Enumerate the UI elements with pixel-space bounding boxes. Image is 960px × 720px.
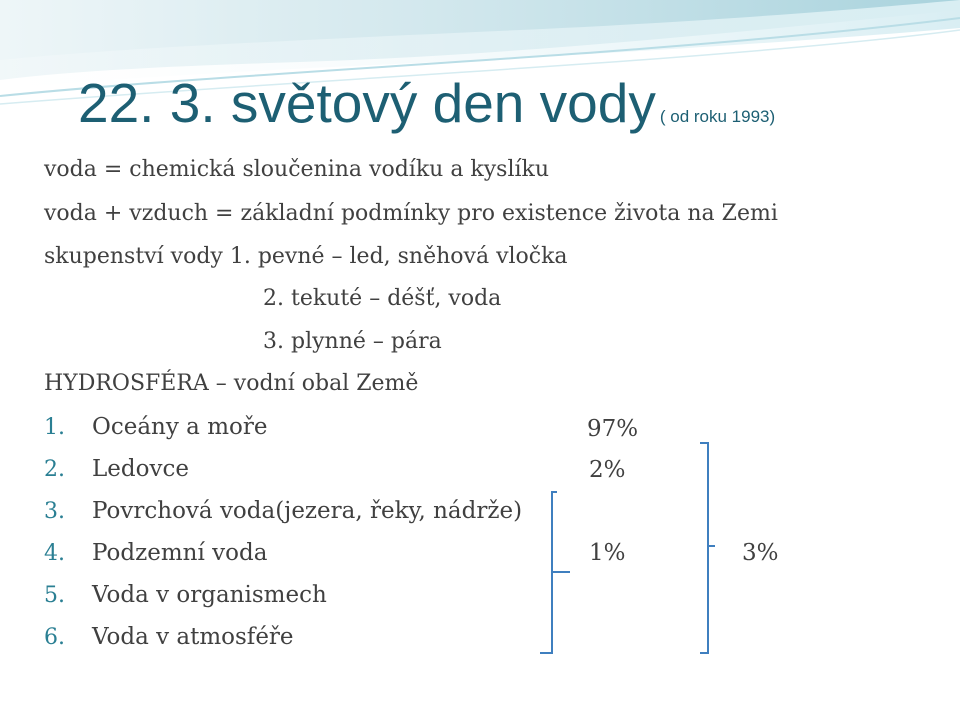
percent-glaciers: 2% (589, 457, 626, 483)
line-states-solid: skupenství vody 1. pevné – led, sněhová vločka (44, 244, 568, 269)
percent-total: 3% (742, 540, 779, 566)
slide-title (78, 70, 775, 150)
list-item-text: Oceány a moře (92, 414, 268, 440)
list-item-text: Voda v atmosféře (92, 624, 294, 650)
slide-title-sub: ( od roku 1993) (659, 107, 776, 126)
percent-other: 1% (589, 540, 626, 566)
line-conditions: voda + vzduch = základní podmínky pro existence života na Zemi (44, 201, 778, 226)
outer-group-bracket (700, 443, 708, 653)
percent-oceans: 97% (587, 416, 639, 442)
list-item-number: 3. (44, 499, 65, 524)
list-item-text: Voda v organismech (92, 582, 327, 608)
line-hydrosphere: HYDROSFÉRA – vodní obal Země (44, 371, 419, 396)
list-item-text: Ledovce (92, 456, 189, 482)
list-item-number: 5. (44, 583, 65, 608)
list-item-number: 4. (44, 541, 65, 566)
list-item-number: 2. (44, 457, 65, 482)
slide-title-main: 22. 3. světový den vody (78, 72, 656, 134)
inner-group-bracket (540, 492, 557, 653)
line-states-gas: 3. plynné – pára (263, 329, 442, 354)
list-item-text: Podzemní voda (92, 540, 268, 566)
list-item-number: 6. (44, 625, 65, 650)
line-states-liquid: 2. tekuté – déšť, voda (263, 286, 502, 311)
line-composition: voda = chemická sloučenina vodíku a kyslíku (44, 157, 550, 182)
list-item-number: 1. (44, 415, 65, 440)
list-item-text: Povrchová voda(jezera, řeky, nádrže) (92, 498, 523, 524)
